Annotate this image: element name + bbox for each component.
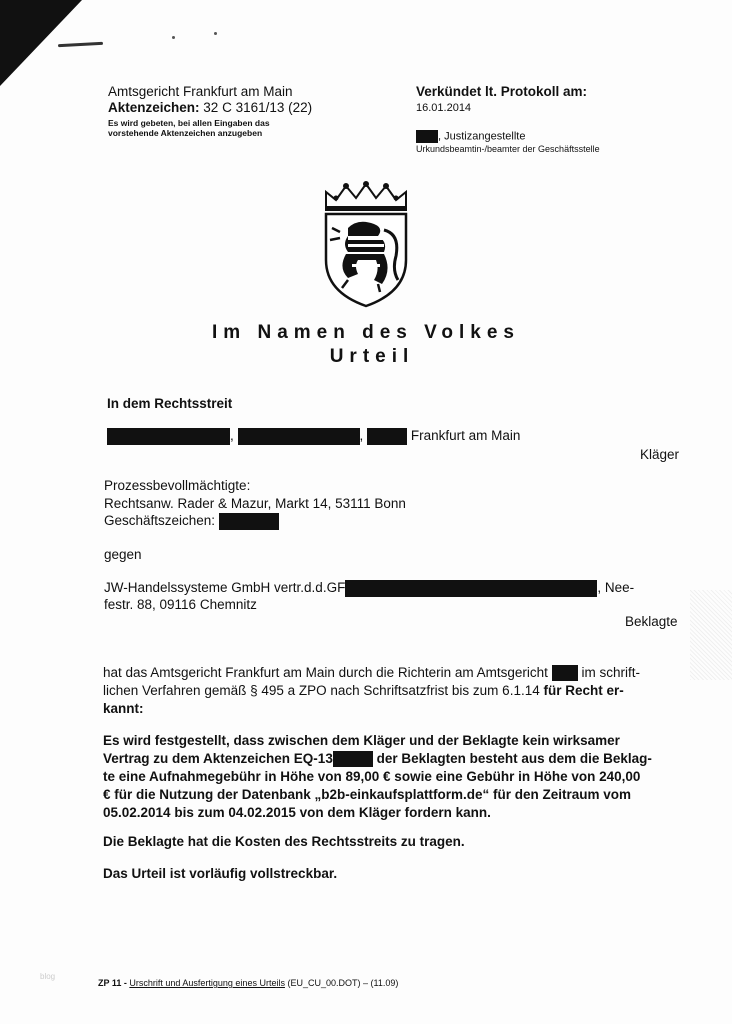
operative-text: der Beklagten besteht aus dem die Beklag- bbox=[376, 751, 652, 766]
intro-line bbox=[103, 664, 703, 682]
clerk-office: Urkundsbeamtin-/beamter der Geschäftsstelle bbox=[416, 144, 600, 154]
counsel-label: Prozessbevollmächtigte: bbox=[104, 478, 251, 493]
plaintiff-city: Frankfurt am Main bbox=[410, 428, 521, 444]
intro-line bbox=[103, 682, 703, 700]
clerk-line bbox=[416, 130, 525, 143]
redaction-block bbox=[219, 513, 279, 530]
pronounced-label: Verkündet lt. Protokoll am: bbox=[416, 84, 588, 99]
case-number-note bbox=[108, 118, 270, 138]
note-line: vorstehende Aktenzeichen anzugeben bbox=[108, 128, 263, 138]
separator: , bbox=[359, 428, 364, 444]
form-code: ZP 11 - bbox=[98, 978, 127, 988]
defendant-street-part: , Nee- bbox=[597, 580, 635, 596]
clerk-title: , Justizangestellte bbox=[438, 130, 526, 143]
case-intro: In dem Rechtsstreit bbox=[107, 396, 233, 411]
intro-bold: kannt: bbox=[103, 701, 144, 716]
judgment-intro bbox=[103, 664, 703, 718]
case-number-label: Aktenzeichen: bbox=[108, 100, 200, 115]
footer bbox=[98, 978, 398, 988]
case-number-value: 32 C 3161/13 (22) bbox=[203, 100, 313, 115]
redaction-block bbox=[333, 751, 373, 767]
operative-text: Vertrag zu dem Aktenzeichen EQ-13 bbox=[103, 751, 333, 766]
costs-ruling: Die Beklagte hat die Kosten des Rechtsstreits zu tragen. bbox=[103, 834, 465, 849]
scan-speck bbox=[214, 32, 217, 35]
plaintiff-role: Kläger bbox=[640, 447, 680, 462]
watermark: blog bbox=[40, 972, 56, 981]
defendant-name: JW-Handelssysteme GmbH vertr.d.d.GF bbox=[104, 580, 346, 596]
redaction-block bbox=[367, 428, 407, 445]
counsel: Rechtsanw. Rader & Mazur, Markt 14, 53111 Bonn bbox=[104, 496, 406, 511]
intro-text: lichen Verfahren gemäß § 495 a ZPO nach Schriftsatzfrist bis zum 6.1.14 bbox=[103, 683, 540, 698]
operative-line: € für die Nutzung der Datenbank „b2b-einkaufsplattform.de“ für den Zeitraum vom bbox=[103, 787, 632, 802]
redaction-block bbox=[416, 130, 438, 143]
case-number bbox=[108, 100, 312, 115]
court-name: Amtsgericht Frankfurt am Main bbox=[108, 84, 293, 99]
versus: gegen bbox=[104, 547, 142, 562]
intro-text: hat das Amtsgericht Frankfurt am Main durch die Richterin am Amtsgericht bbox=[103, 665, 548, 680]
intro-line bbox=[103, 700, 703, 718]
form-title: Urschrift und Ausfertigung eines Urteils bbox=[129, 978, 285, 988]
intro-text: im schrift- bbox=[581, 665, 640, 680]
note-line: Es wird gebeten, bei allen Eingaben das bbox=[108, 118, 270, 128]
reference-label: Geschäftszeichen: bbox=[104, 513, 216, 529]
redaction-block bbox=[552, 665, 578, 681]
enforceability-ruling: Das Urteil ist vorläufig vollstreckbar. bbox=[103, 866, 338, 881]
defendant-line-2: festr. 88, 09116 Chemnitz bbox=[104, 597, 257, 612]
operative-line bbox=[103, 750, 706, 768]
plaintiff-line bbox=[107, 428, 520, 445]
operative-line: te eine Aufnahmegebühr in Höhe von 89,00 € sowie eine Gebühr in Höhe von 240,00 bbox=[103, 769, 641, 784]
scan-speck bbox=[172, 36, 175, 39]
defendant-line-1 bbox=[104, 580, 634, 597]
title-line-2: Urteil bbox=[329, 346, 415, 367]
operative-line: 05.02.2014 bis zum 04.02.2015 von dem Kläger fordern kann. bbox=[103, 805, 491, 820]
form-version: (EU_CU_00.DOT) – (11.09) bbox=[287, 978, 399, 988]
pronounced-date: 16.01.2014 bbox=[416, 102, 472, 114]
operative-line: Es wird festgestellt, dass zwischen dem Kläger und der Beklagte kein wirksamer bbox=[103, 733, 620, 748]
hessen-coat-of-arms-icon bbox=[318, 180, 414, 308]
separator: , bbox=[230, 428, 234, 444]
defendant-role: Beklagte bbox=[625, 614, 678, 629]
intro-bold: für Recht er- bbox=[543, 683, 624, 698]
reference-line bbox=[104, 513, 279, 530]
redaction-block bbox=[107, 428, 230, 445]
title-line-1: Im Namen des Volkes bbox=[212, 322, 520, 343]
redaction-block bbox=[345, 580, 597, 597]
judgment-operative bbox=[103, 732, 706, 822]
redaction-block bbox=[238, 428, 360, 445]
